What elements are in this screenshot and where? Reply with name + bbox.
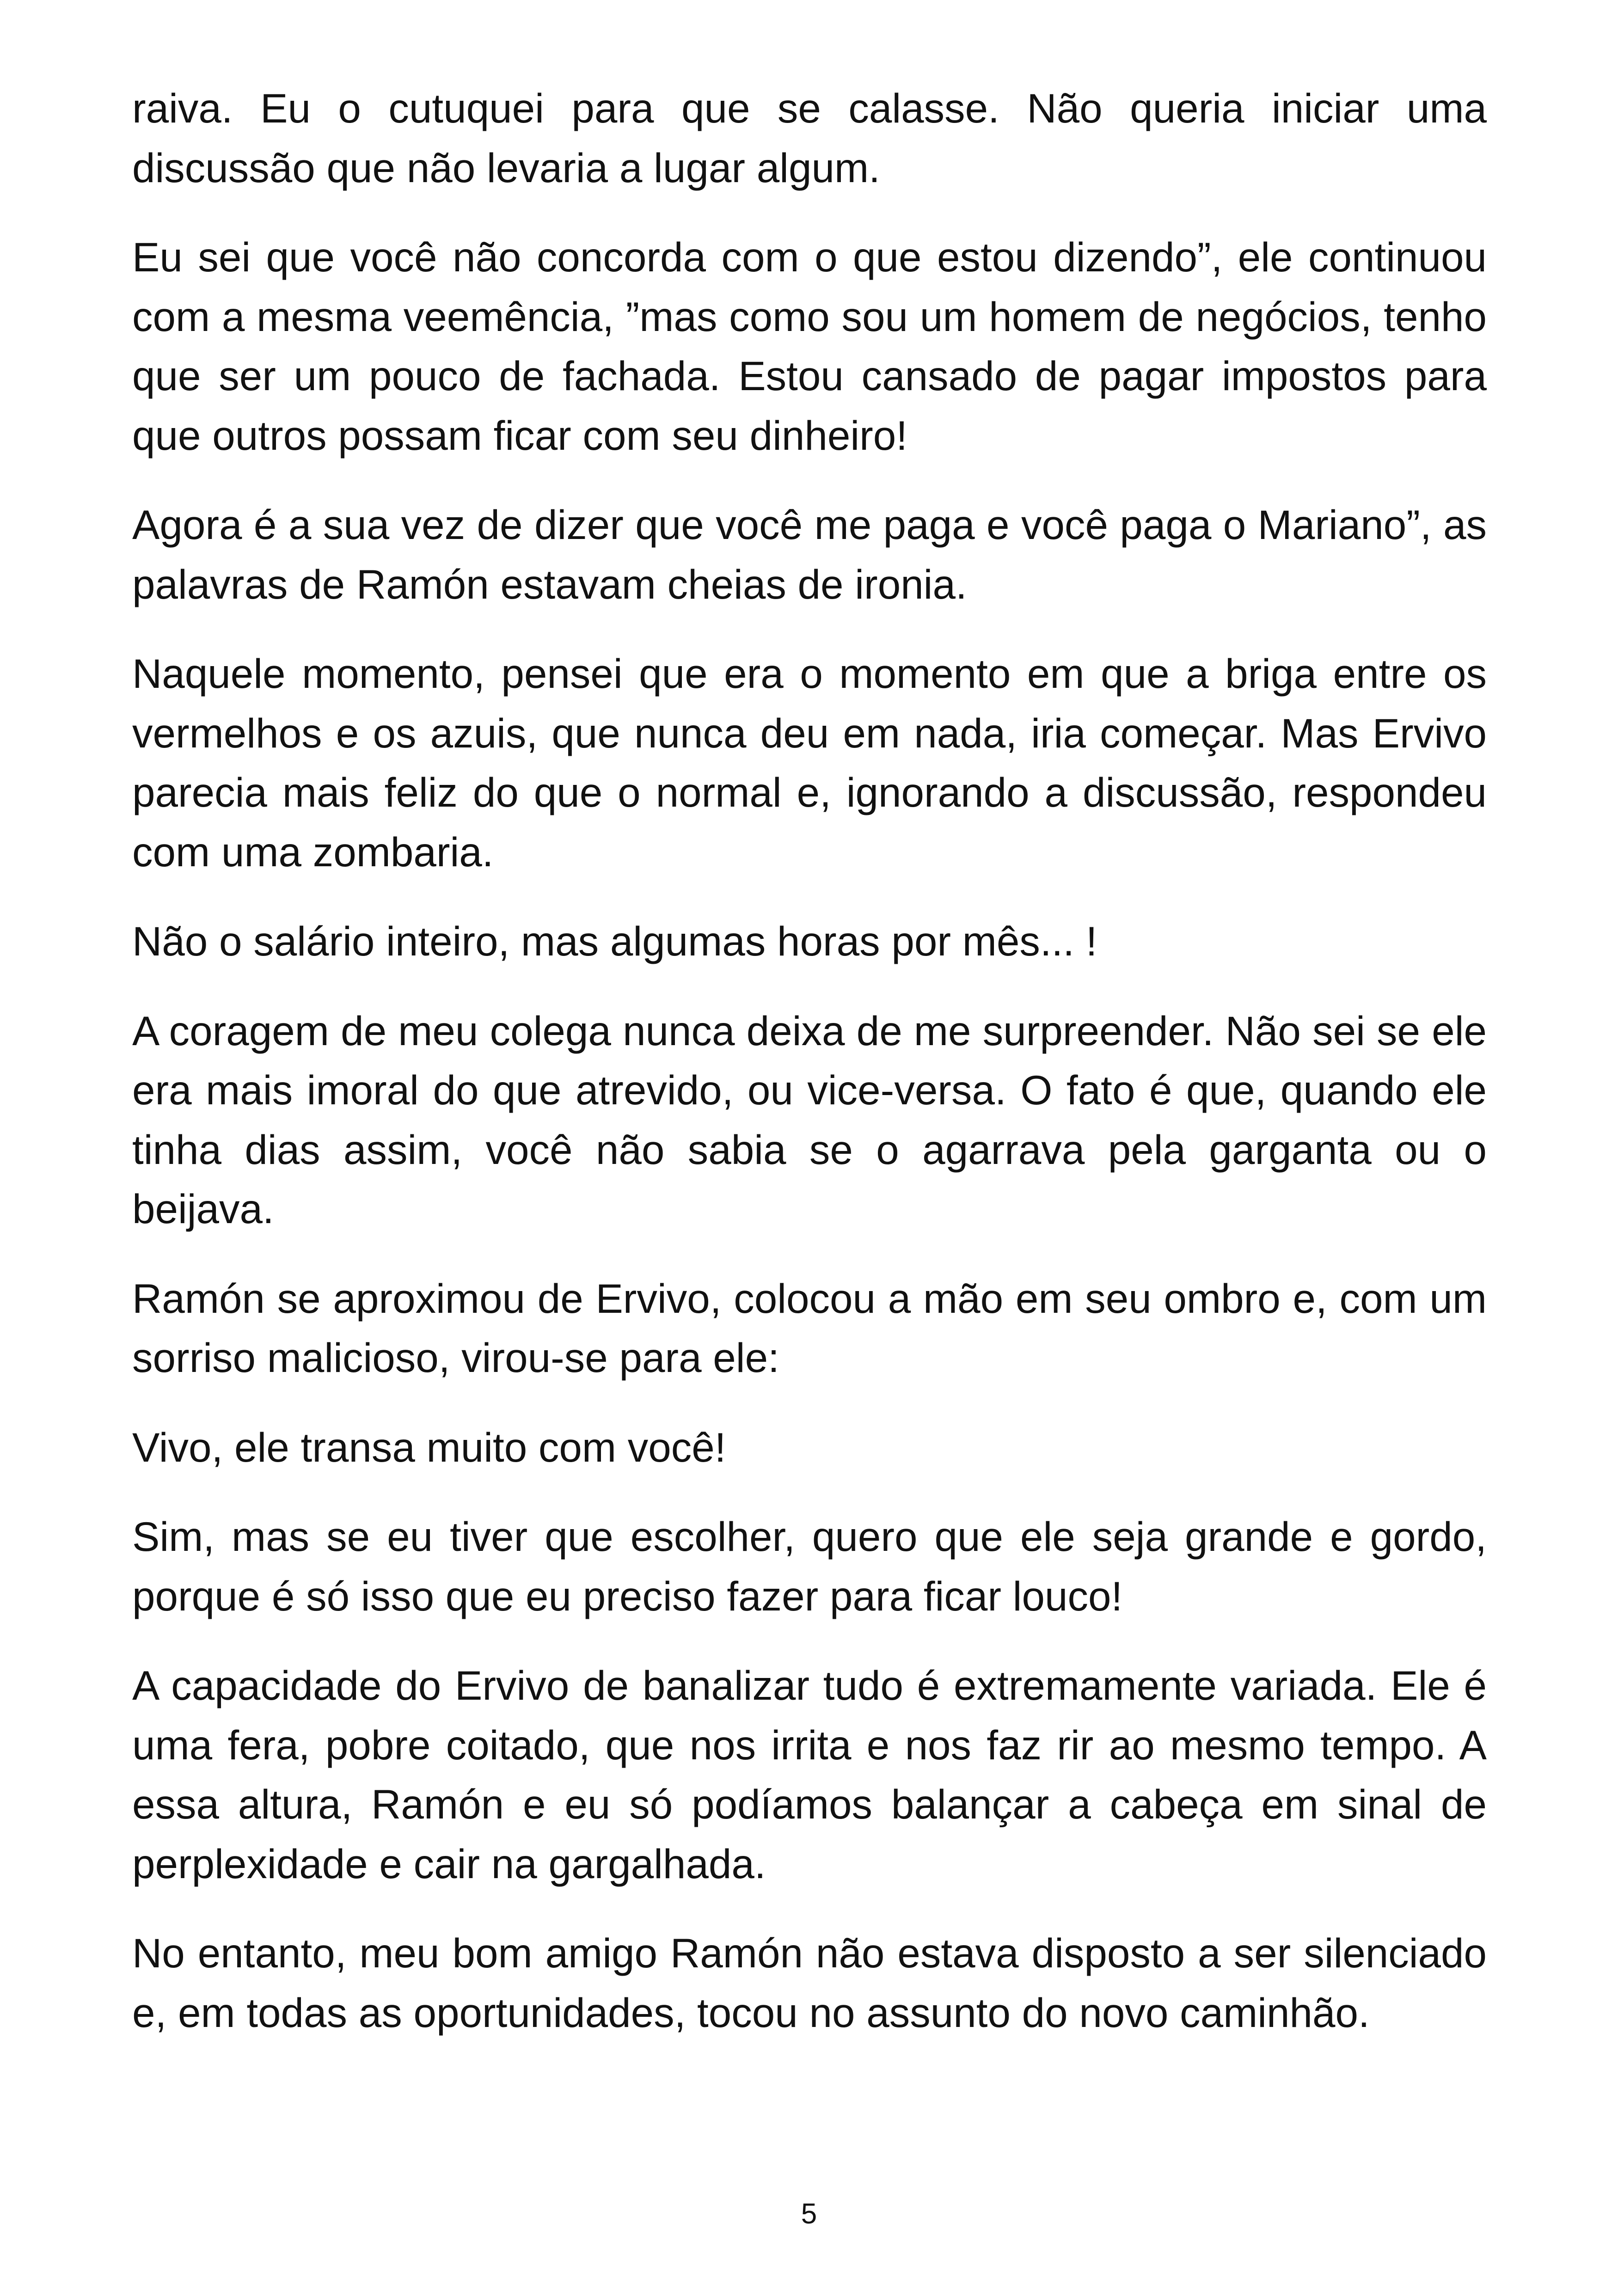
paragraph: A capacidade do Ervivo de banalizar tudo é extremamente variada. Ele é uma fera, pobre coitado, que nos irrita e nos faz rir ao mesmo tempo. A essa altura, Ramón e eu só podíamos balançar a cabeça em sinal de perplexidade e cair na gargalhada. xyxy=(132,1662,1487,1887)
paragraph: raiva. Eu o cutuquei para que se calasse. Não queria iniciar uma discussão que não levaria a lugar algum. xyxy=(132,85,1487,191)
paragraph: Ramón se aproximou de Ervivo, colocou a mão em seu ombro e, com um sorriso malicioso, virou-se para ele: xyxy=(132,1275,1487,1381)
body-text xyxy=(132,79,1487,2072)
paragraph: Vivo, ele transa muito com você! xyxy=(132,1424,726,1470)
paragraph: Sim, mas se eu tiver que escolher, quero que ele seja grande e gordo, porque é só isso que eu preciso fazer para ficar louco! xyxy=(132,1513,1487,1619)
paragraph: Naquele momento, pensei que era o momento em que a briga entre os vermelhos e os azuis, que nunca deu em nada, iria começar. Mas Ervivo parecia mais feliz do que o normal e, ignorando a discussão, respondeu com uma zombaria. xyxy=(132,650,1487,875)
paragraph: No entanto, meu bom amigo Ramón não estava disposto a ser silenciado e, em todas as oportunidades, tocou no assunto do novo caminhão. xyxy=(132,1930,1487,2036)
paragraph: Eu sei que você não concorda com o que estou dizendo”, ele continuou com a mesma veemência, ”mas como sou um homem de negócios, tenho que ser um pouco de fachada. Estou cansado de pagar impostos para que outros possam ficar com seu dinheiro! xyxy=(132,234,1487,459)
paragraph: A coragem de meu colega nunca deixa de me surpreender. Não sei se ele era mais imoral do que atrevido, ou vice-versa. O fato é que, quando ele tinha dias assim, você não sabia se o agarrava pela garganta ou o beijava. xyxy=(132,1007,1487,1232)
page-number: 5 xyxy=(801,2198,817,2230)
paragraph: Não o salário inteiro, mas algumas horas por mês... ! xyxy=(132,918,1097,964)
paragraph: Agora é a sua vez de dizer que você me paga e você paga o Mariano”, as palavras de Ramón estavam cheias de ironia. xyxy=(132,502,1487,607)
